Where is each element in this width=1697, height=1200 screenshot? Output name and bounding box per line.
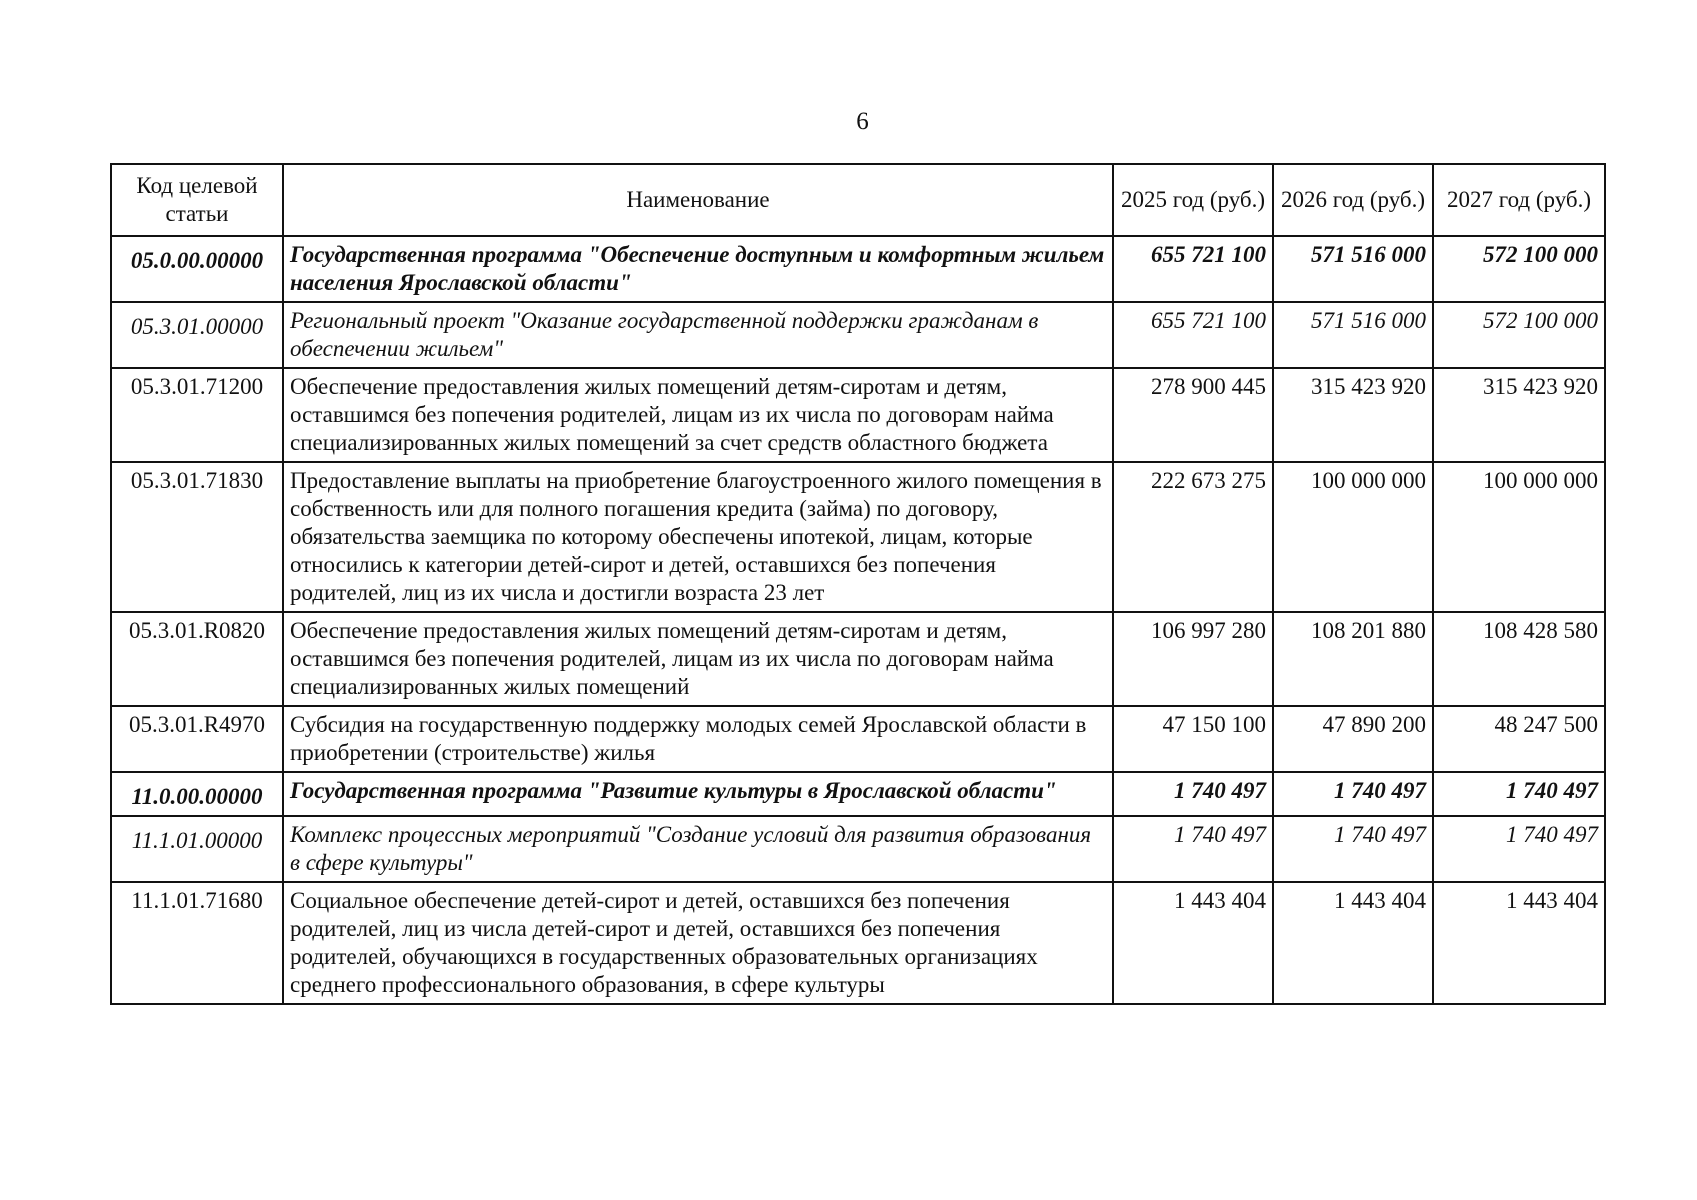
cell-2027: 1 740 497 xyxy=(1433,772,1605,816)
cell-2025: 222 673 275 xyxy=(1113,462,1273,612)
cell-code: 11.1.01.71680 xyxy=(111,882,283,1004)
cell-2026: 100 000 000 xyxy=(1273,462,1433,612)
cell-2025: 1 740 497 xyxy=(1113,816,1273,882)
cell-2027: 572 100 000 xyxy=(1433,302,1605,368)
header-name: Наименование xyxy=(283,164,1113,236)
page-number: 6 xyxy=(856,108,869,135)
cell-code: 11.0.00.00000 xyxy=(111,772,283,816)
cell-2027: 1 443 404 xyxy=(1433,882,1605,1004)
cell-2026: 1 740 497 xyxy=(1273,816,1433,882)
table-row xyxy=(111,368,1605,462)
cell-name: Государственная программа "Развитие культуры в Ярославской области" xyxy=(283,772,1113,816)
cell-2026: 108 201 880 xyxy=(1273,612,1433,706)
cell-2026: 571 516 000 xyxy=(1273,302,1433,368)
cell-name: Комплекс процессных мероприятий "Создание условий для развития образования в сфере культуры" xyxy=(283,816,1113,882)
cell-2027: 108 428 580 xyxy=(1433,612,1605,706)
cell-name: Обеспечение предоставления жилых помещений детям-сиротам и детям, оставшимся без попечения родителей, лицам из их числа по договорам найма специализированных жилых помещений xyxy=(283,612,1113,706)
cell-code: 11.1.01.00000 xyxy=(111,816,283,882)
cell-2025: 1 443 404 xyxy=(1113,882,1273,1004)
table-row xyxy=(111,816,1605,882)
cell-2025: 655 721 100 xyxy=(1113,302,1273,368)
cell-name: Региональный проект "Оказание государственной поддержки гражданам в обеспечении жильем" xyxy=(283,302,1113,368)
table-row xyxy=(111,612,1605,706)
cell-2027: 100 000 000 xyxy=(1433,462,1605,612)
cell-code: 05.3.01.R4970 xyxy=(111,706,283,772)
table-row xyxy=(111,882,1605,1004)
header-2026: 2026 год (руб.) xyxy=(1273,164,1433,236)
header-2027: 2027 год (руб.) xyxy=(1433,164,1605,236)
cell-2026: 315 423 920 xyxy=(1273,368,1433,462)
cell-name: Государственная программа "Обеспечение доступным и комфортным жильем населения Ярославской области" xyxy=(283,236,1113,302)
cell-2025: 106 997 280 xyxy=(1113,612,1273,706)
cell-code: 05.0.00.00000 xyxy=(111,236,283,302)
cell-name: Обеспечение предоставления жилых помещений детям-сиротам и детям, оставшимся без попечения родителей, лицам из их числа по договорам найма специализированных жилых помещений за счет средств областного бюджета xyxy=(283,368,1113,462)
table-row xyxy=(111,772,1605,816)
cell-code: 05.3.01.00000 xyxy=(111,302,283,368)
cell-2026: 571 516 000 xyxy=(1273,236,1433,302)
cell-2026: 1 740 497 xyxy=(1273,772,1433,816)
cell-name: Предоставление выплаты на приобретение благоустроенного жилого помещения в собственность или для полного погашения кредита (займа) по договору, обязательства заемщика по которому обеспечены ипотекой, лицам, которые относились к категории детей-сирот и детей, оставшихся без попечения родителей, лиц из их числа и достигли возраста 23 лет xyxy=(283,462,1113,612)
table-row xyxy=(111,236,1605,302)
header-code: Код целевой статьи xyxy=(111,164,283,236)
cell-name: Субсидия на государственную поддержку молодых семей Ярославской области в приобретении (строительстве) жилья xyxy=(283,706,1113,772)
cell-2027: 315 423 920 xyxy=(1433,368,1605,462)
cell-2027: 1 740 497 xyxy=(1433,816,1605,882)
cell-name: Социальное обеспечение детей-сирот и детей, оставшихся без попечения родителей, лиц из числа детей-сирот и детей, оставшихся без попечения родителей, обучающихся в государственных образовательных организациях среднего профессионального образования, в сфере культуры xyxy=(283,882,1113,1004)
cell-2025: 655 721 100 xyxy=(1113,236,1273,302)
cell-2025: 47 150 100 xyxy=(1113,706,1273,772)
cell-2025: 278 900 445 xyxy=(1113,368,1273,462)
cell-2025: 1 740 497 xyxy=(1113,772,1273,816)
cell-2027: 48 247 500 xyxy=(1433,706,1605,772)
budget-table xyxy=(110,163,1606,1005)
cell-code: 05.3.01.71830 xyxy=(111,462,283,612)
cell-2026: 47 890 200 xyxy=(1273,706,1433,772)
cell-2027: 572 100 000 xyxy=(1433,236,1605,302)
table-row xyxy=(111,462,1605,612)
cell-2026: 1 443 404 xyxy=(1273,882,1433,1004)
cell-code: 05.3.01.71200 xyxy=(111,368,283,462)
table-row xyxy=(111,302,1605,368)
cell-code: 05.3.01.R0820 xyxy=(111,612,283,706)
header-2025: 2025 год (руб.) xyxy=(1113,164,1273,236)
table-header-row xyxy=(111,164,1605,236)
table-row xyxy=(111,706,1605,772)
